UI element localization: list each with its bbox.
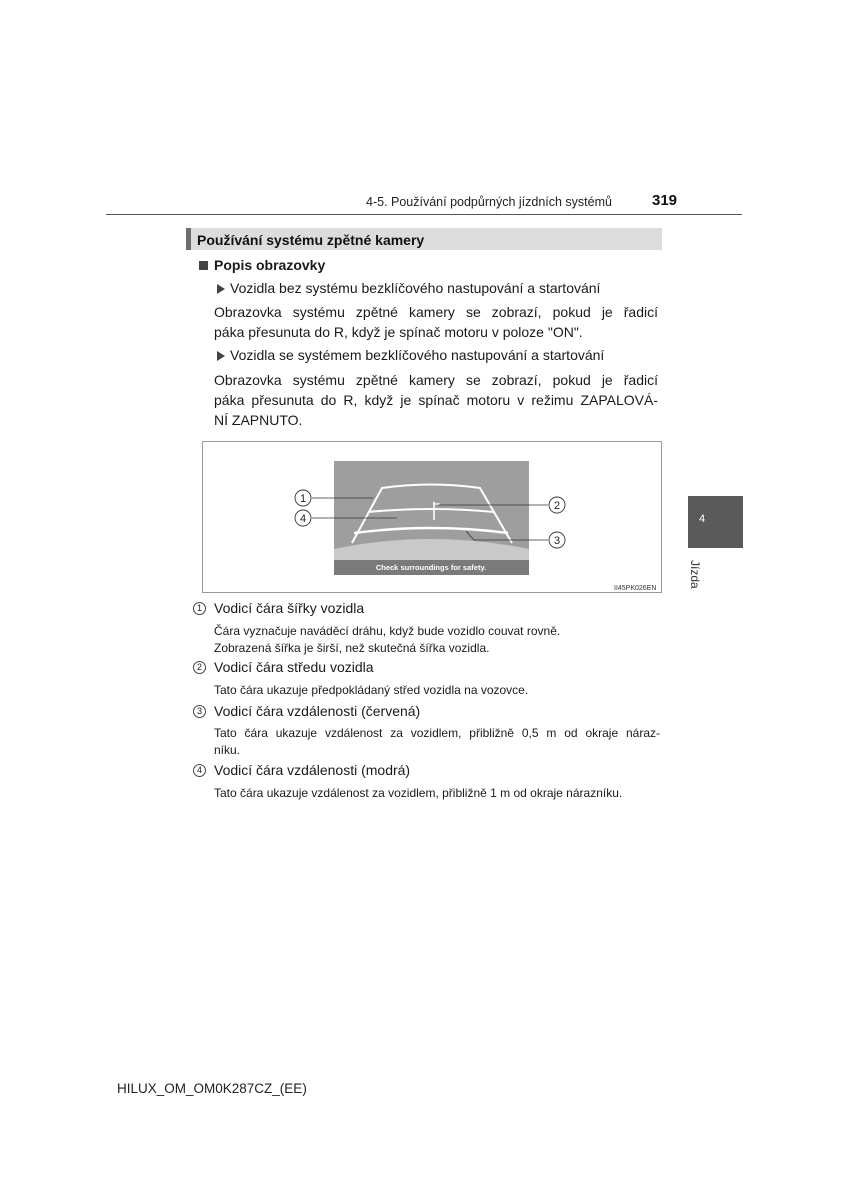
svg-text:2: 2 xyxy=(553,500,561,512)
callout-2 xyxy=(549,497,565,513)
section-title: Používání systému zpětné kamery xyxy=(197,232,425,248)
item-number-circle: 2 xyxy=(193,661,206,674)
text-line: Tato čára ukazuje vzdálenost za vozidlem, přibližně 1 m od okraje nárazníku. xyxy=(214,786,623,800)
chapter-tab xyxy=(688,496,743,548)
vehicle-variant-text xyxy=(214,302,658,342)
vehicle-variant-label: Vozidla se systémem bezklíčového nastupování a startování xyxy=(230,347,605,363)
section-title-bar xyxy=(186,228,662,250)
text-line: páka přesunuta do R, když je spínač motoru v poloze "ON". xyxy=(214,324,583,340)
item-number-circle: 1 xyxy=(193,602,206,615)
document-code-footer: HILUX_OM_OM0K287CZ_(EE) xyxy=(117,1081,307,1096)
text-line: Čára vyznačuje naváděcí dráhu, když bude vozidlo couvat rovně. xyxy=(214,624,561,638)
triangle-bullet-icon xyxy=(217,284,225,294)
vehicle-variant-text xyxy=(214,370,658,430)
item-description xyxy=(214,682,660,699)
subsection-title: Popis obrazovky xyxy=(214,257,326,273)
vehicle-variant-label: Vozidla bez systému bezklíčového nastupování a startování xyxy=(230,280,601,296)
item-title: Vodicí čára vzdálenosti (modrá) xyxy=(214,762,411,778)
item-description xyxy=(214,623,660,657)
callout-1 xyxy=(295,490,311,506)
chapter-label: Jízda xyxy=(688,560,702,589)
text-line: Obrazovka systému zpětné kamery se zobrazí, pokud je řadicí xyxy=(214,372,658,388)
screen-message: Check surroundings for safety. xyxy=(375,563,487,572)
page-number: 319 xyxy=(652,192,678,209)
text-line: Tato čára ukazuje vzdálenost za vozidlem, přibližně 0,5 m od okraje náraz- xyxy=(214,726,660,740)
text-line: NÍ ZAPNUTO. xyxy=(214,412,303,428)
text-line: páka přesunuta do R, když je spínač motoru v režimu ZAPALOVÁ- xyxy=(214,392,658,408)
triangle-bullet-icon xyxy=(217,351,225,361)
item-title: Vodicí čára šířky vozidla xyxy=(214,600,365,616)
svg-text:3: 3 xyxy=(553,535,561,547)
running-header-section: 4-5. Používání podpůrných jízdních systémů xyxy=(366,195,612,209)
header-rule xyxy=(106,214,742,215)
callout-3 xyxy=(549,532,565,548)
item-number-circle: 4 xyxy=(193,764,206,777)
text-line: Zobrazená šířka je širší, než skutečná šířka vozidla. xyxy=(214,641,490,655)
callout-4 xyxy=(295,510,311,526)
svg-text:4: 4 xyxy=(299,513,307,525)
item-description xyxy=(214,785,660,802)
rear-camera-display-illustration xyxy=(202,441,662,593)
text-line: Obrazovka systému zpětné kamery se zobrazí, pokud je řadicí xyxy=(214,304,658,320)
svg-text:1: 1 xyxy=(299,493,307,505)
item-description xyxy=(214,725,660,759)
square-bullet-icon xyxy=(199,261,208,270)
chapter-number: 4 xyxy=(699,513,706,525)
text-line: Tato čára ukazuje předpokládaný střed vozidla na vozovce. xyxy=(214,683,529,697)
item-title: Vodicí čára středu vozidla xyxy=(214,659,374,675)
item-number-circle: 3 xyxy=(193,705,206,718)
figure-code: II45PK026EN xyxy=(614,585,657,592)
item-title: Vodicí čára vzdálenosti (červená) xyxy=(214,703,421,719)
text-line: níku. xyxy=(214,743,241,757)
